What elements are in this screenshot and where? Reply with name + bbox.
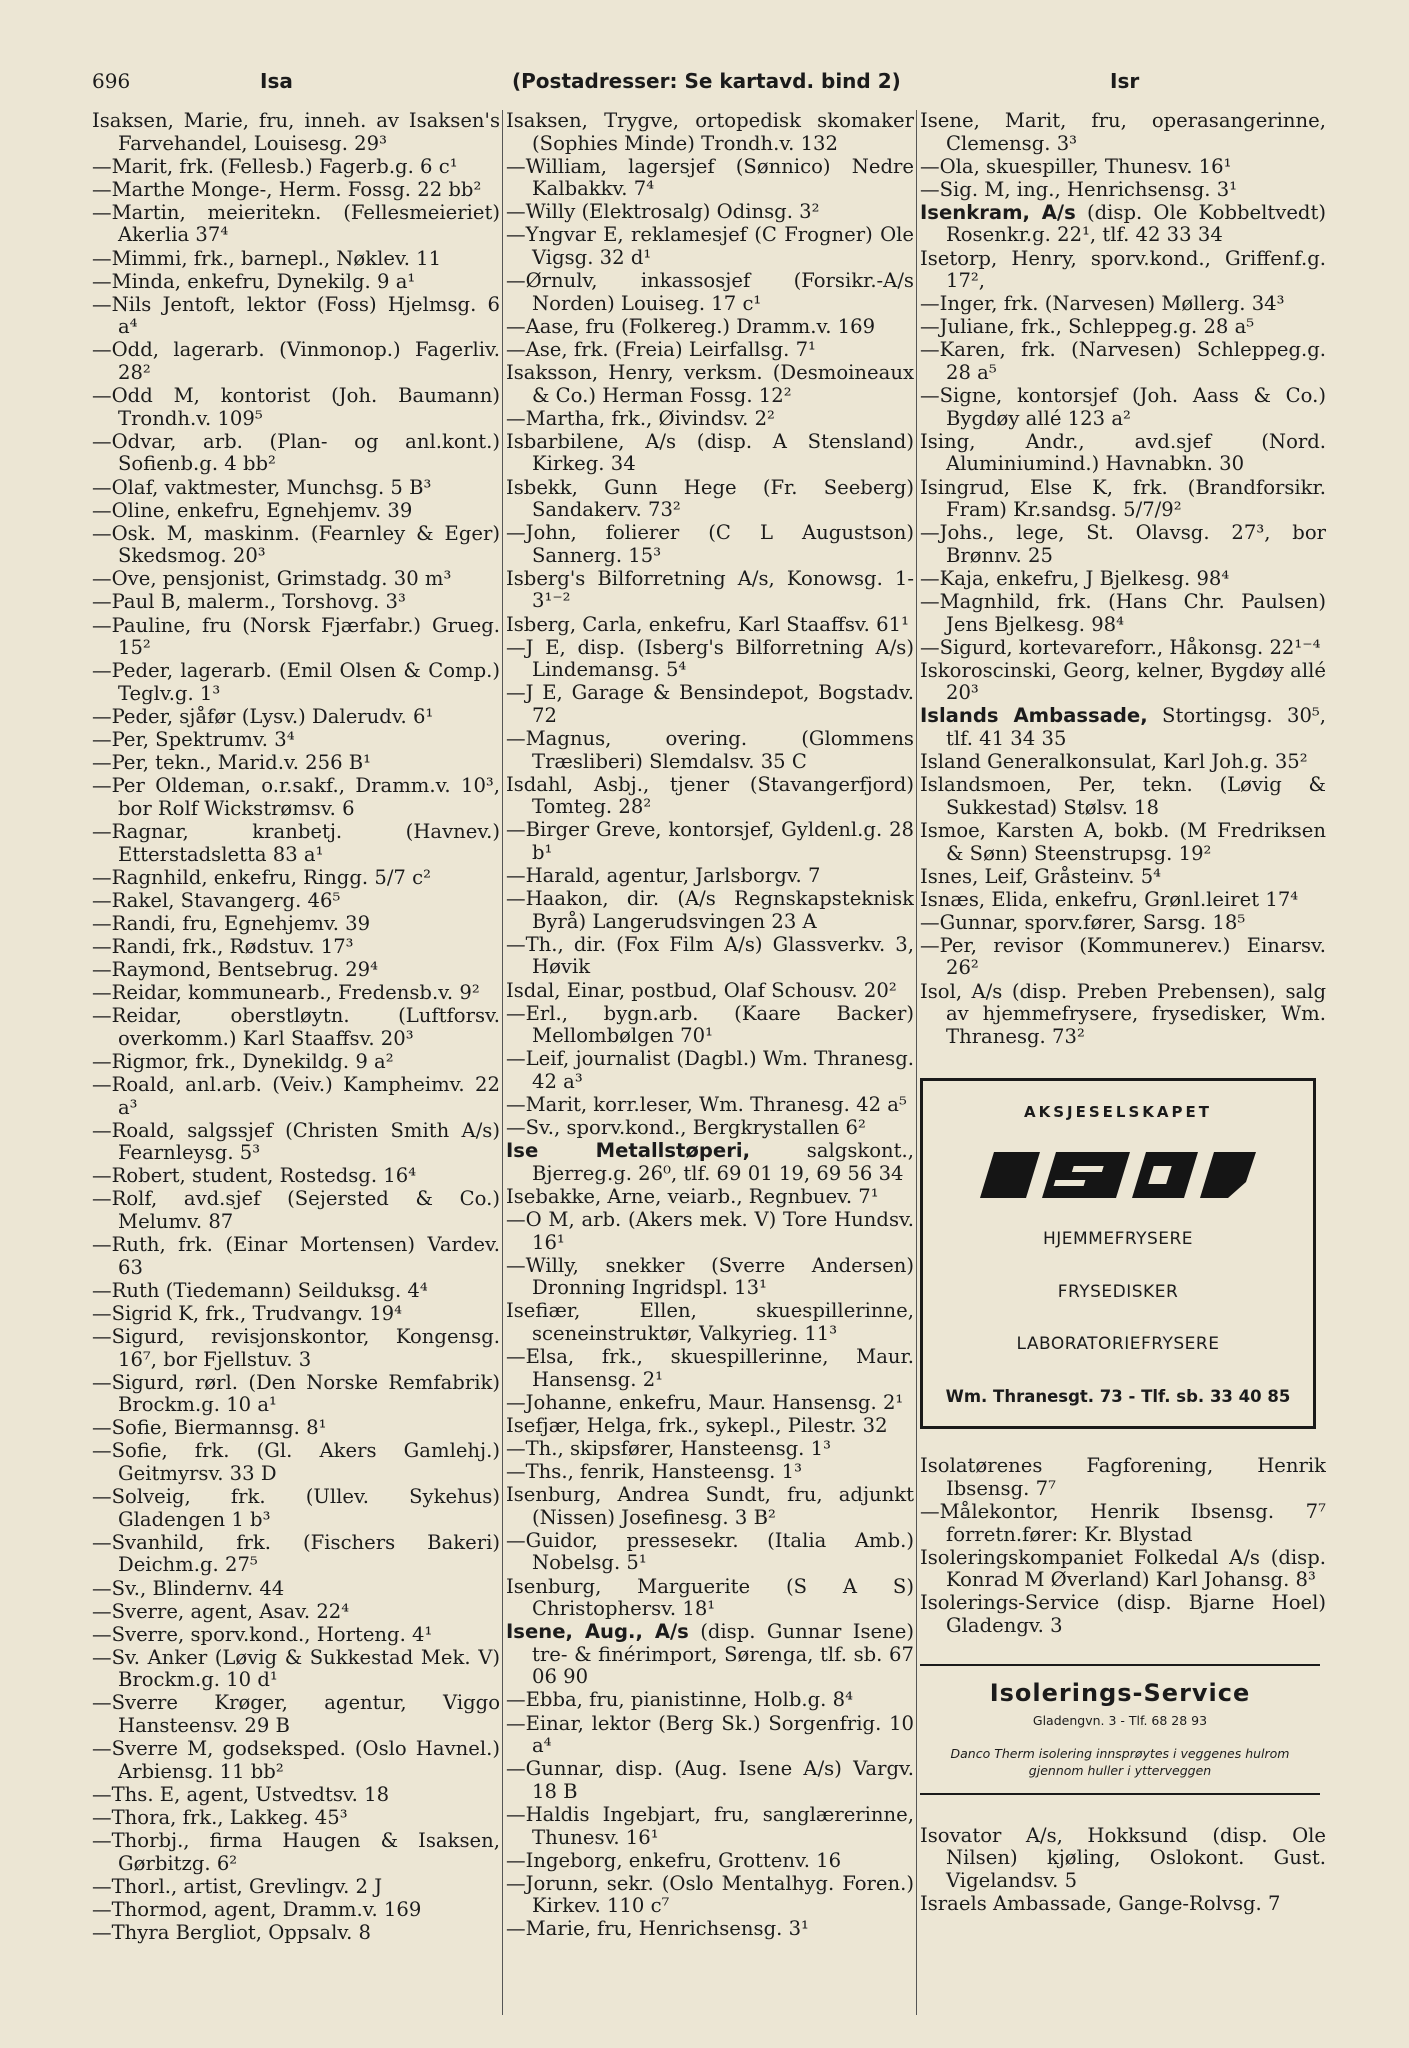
directory-entry: —Olaf, vaktmester, Munchsg. 5 B³ bbox=[92, 475, 432, 499]
directory-entry: —Thora, frk., Lakkeg. 45³ bbox=[92, 1805, 348, 1829]
directory-entry: —Randi, fru, Egnehjemv. 39 bbox=[92, 911, 371, 935]
directory-entry: Isolatørenes Fagforening, Henrik Ibsensg. 7⁷ bbox=[920, 1454, 1326, 1500]
directory-entry: —Thorbj., firma Haugen & Isaksen, Gørbitzg. 6² bbox=[92, 1829, 500, 1875]
directory-entry: —Sigrid K, frk., Trudvangv. 19⁴ bbox=[92, 1301, 402, 1325]
directory-entry: —Ragnhild, enkefru, Ringg. 5/7 c² bbox=[92, 865, 431, 889]
directory-entry: —Sverre, sporv.kond., Horteng. 4¹ bbox=[92, 1622, 433, 1646]
isol-advertisement bbox=[920, 1078, 1316, 1429]
directory-entry: —Peder, lagerarb. (Emil Olsen & Comp.) Teglv.g. 1³ bbox=[92, 659, 500, 705]
directory-entry: —Reidar, kommunearb., Fredensb.v. 9² bbox=[92, 981, 480, 1005]
directory-entry: —Solveig, frk. (Ullev. Sykehus) Gladengen 1 b³ bbox=[92, 1485, 500, 1531]
directory-entry: —Rakel, Stavangerg. 46⁵ bbox=[92, 888, 341, 912]
directory-entry: —Ola, skuespiller, Thunesv. 16¹ bbox=[920, 154, 1232, 178]
directory-entry: —Odd, lagerarb. (Vinmonop.) Fagerliv. 28² bbox=[92, 338, 500, 385]
directory-entry: —Willy (Elektrosalg) Odinsg. 3² bbox=[506, 200, 820, 224]
directory-entry: Isol, A/s (disp. Preben Prebensen), salg av hjemmefrysere, frysedisker, Wm. Thranesg. 73² bbox=[920, 979, 1326, 1048]
directory-entry: —Målekontor, Henrik Ibsensg. 7⁷ forretn.fører: Kr. Blystad bbox=[920, 1500, 1326, 1546]
directory-entry: —Willy, snekker (Sverre Andersen) Dronning Ingridspl. 13¹ bbox=[506, 1253, 914, 1300]
directory-entry: —Ase, frk. (Freia) Leirfallsg. 7¹ bbox=[506, 337, 816, 361]
directory-entry: —Sverre Krøger, agentur, Viggo Hansteensv. 29 B bbox=[92, 1691, 500, 1738]
directory-entry: —Mimmi, frk., barnepl., Nøklev. 11 bbox=[92, 246, 442, 270]
directory-entry: —J E, Garage & Bensindepot, Bogstadv. 72 bbox=[506, 681, 914, 727]
directory-entry: Isenburg, Marguerite (S A S) Christophersv. 18¹ bbox=[506, 1574, 914, 1621]
header-right-word: Isr bbox=[1110, 69, 1140, 93]
directory-entry: —Rolf, avd.sjef (Sejersted & Co.) Melumv. 87 bbox=[92, 1187, 500, 1233]
isol-logo bbox=[980, 1152, 1256, 1198]
directory-entry: —Ørnulv, inkassosjef (Forsikr.-A/s Norden) Louiseg. 17 c¹ bbox=[506, 269, 914, 315]
directory-entry: Isefiær, Ellen, skuespillerinne, sceneinstruktør, Valkyrieg. 11³ bbox=[506, 1299, 914, 1345]
directory-entry: —Peder, sjåfør (Lysv.) Dalerudv. 6¹ bbox=[92, 704, 434, 728]
directory-entry: Isoleringskompaniet Folkedal A/s (disp. Konrad M Øverland) Karl Johansg. 8³ bbox=[920, 1545, 1326, 1592]
directory-entry: —Ingeborg, enkefru, Grottenv. 16 bbox=[506, 1848, 842, 1872]
directory-entry: —Thormod, agent, Dramm.v. 169 bbox=[92, 1897, 422, 1921]
directory-entry: —Thorl., artist, Grevlingv. 2 J bbox=[92, 1874, 383, 1898]
directory-entry: —Raymond, Bentsebrug. 29⁴ bbox=[92, 957, 378, 981]
directory-entry: Isbekk, Gunn Hege (Fr. Seeberg) Sandakerv. 73² bbox=[506, 475, 914, 522]
directory-entry: —Sigurd, revisjonskontor, Kongensg. 16⁷, bor Fjellstuv. 3 bbox=[92, 1324, 500, 1371]
ad-line-1: HJEMMEFRYSERE bbox=[1042, 1228, 1194, 1249]
page-header bbox=[92, 66, 1322, 96]
directory-entry: —Johs., lege, St. Olavsg. 27³, bor Brønnv. 25 bbox=[920, 521, 1326, 567]
directory-entry: —Sverre M, godseksped. (Oslo Havnel.) Arbiensg. 11 bb² bbox=[92, 1737, 500, 1783]
directory-entry: —Sigurd, kortevareforr., Håkonsg. 22¹⁻⁴ bbox=[920, 635, 1321, 659]
directory-entry: Isebakke, Arne, veiarb., Regnbuev. 7¹ bbox=[506, 1184, 879, 1208]
directory-entry: Ise Metallstøperi, salgskont., Bjerreg.g. 26⁰, tlf. 69 01 19, 69 56 34 bbox=[506, 1139, 914, 1185]
directory-entry: Isovator A/s, Hokksund (disp. Ole Nilsen) kjøling, Oslokont. Gust. Vigelandsv. 5 bbox=[920, 1823, 1326, 1892]
directory-entry: Iskoroscinski, Georg, kelner, Bygdøy allé 20³ bbox=[920, 658, 1326, 705]
directory-entry: Islands Ambassade, Stortingsg. 30⁵, tlf. 41 34 35 bbox=[920, 704, 1326, 751]
directory-entry: Isenkram, A/s (disp. Ole Kobbeltvedt) Rosenkr.g. 22¹, tlf. 42 33 34 bbox=[920, 200, 1326, 247]
directory-entry: —Sig. M, ing., Henrichsensg. 3¹ bbox=[920, 177, 1238, 201]
directory-entry: —Randi, frk., Rødstuv. 17³ bbox=[92, 934, 354, 958]
column-divider bbox=[502, 110, 503, 2015]
directory-entry: —Odvar, arb. (Plan- og anl.kont.) Sofienb.g. 4 bb² bbox=[92, 429, 500, 476]
directory-entry: —Sofie, frk. (Gl. Akers Gamlehj.) Geitmyrsv. 33 D bbox=[92, 1439, 500, 1486]
directory-entry: —Per, tekn., Marid.v. 256 B¹ bbox=[92, 751, 372, 775]
header-center: (Postadresser: Se kartavd. bind 2) bbox=[512, 69, 901, 93]
directory-entry: —Gunnar, disp. (Aug. Isene A/s) Vargv. 18 B bbox=[506, 1757, 914, 1803]
directory-entry: —Juliane, frk., Schleppeg.g. 28 a⁵ bbox=[920, 315, 1255, 339]
column-1 bbox=[92, 110, 500, 2030]
directory-entry: Isnes, Leif, Gråsteinv. 5⁴ bbox=[920, 864, 1162, 888]
column-3 bbox=[920, 110, 1326, 2030]
directory-entry: Isene, Marit, fru, operasangerinne, Clemensg. 3³ bbox=[920, 110, 1326, 155]
directory-entry: —Robert, student, Rostedsg. 16⁴ bbox=[92, 1164, 417, 1188]
directory-entry: —Reidar, oberstløytn. (Luftforsv. overkomm.) Karl Staaffsv. 20³ bbox=[92, 1004, 500, 1050]
directory-entry: —Birger Greve, kontorsjef, Gyldenl.g. 28 b¹ bbox=[506, 818, 914, 864]
directory-entry: —Nils Jentoft, lektor (Foss) Hjelmsg. 6 a⁴ bbox=[92, 292, 500, 339]
directory-entry: —Signe, kontorsjef (Joh. Aass & Co.) Bygdøy allé 123 a² bbox=[920, 384, 1326, 430]
column-divider bbox=[916, 110, 917, 2015]
directory-entry: Island Generalkonsulat, Karl Joh.g. 35² bbox=[920, 750, 1308, 774]
ad-title: Isolerings-Service bbox=[989, 1678, 1251, 1707]
directory-entry: —Ruth, frk. (Einar Mortensen) Vardev. 63 bbox=[92, 1233, 500, 1279]
ad-line-2: FRYSEDISKER bbox=[1057, 1281, 1179, 1302]
directory-entry: Isingrud, Else K, frk. (Brandforsikr. Fram) Kr.sandsg. 5/7/9² bbox=[920, 475, 1326, 522]
directory-entry: —Sverre, agent, Asav. 22⁴ bbox=[92, 1599, 350, 1623]
directory-entry: —Marthe Monge-, Herm. Fossg. 22 bb² bbox=[92, 177, 482, 201]
column-3-entries-middle bbox=[920, 1455, 1326, 1637]
directory-entry: —Martha, frk., Øivindsv. 2² bbox=[506, 406, 775, 430]
directory-entry: —Inger, frk. (Narvesen) Møllerg. 34³ bbox=[920, 292, 1285, 316]
directory-entry: —Jorunn, sekr. (Oslo Mentalhyg. Foren.) Kirkev. 110 c⁷ bbox=[506, 1871, 914, 1918]
directory-entry: —Martin, meieritekn. (Fellesmeieriet) Akerlia 37⁴ bbox=[92, 200, 500, 247]
ad-kicker: AKSJESELSKAPET bbox=[1024, 1103, 1212, 1122]
directory-entry: —Harald, agentur, Jarlsborgv. 7 bbox=[506, 864, 821, 888]
directory-entry: —Marit, frk. (Fellesb.) Fagerb.g. 6 c¹ bbox=[92, 154, 458, 178]
isolerings-service-advertisement bbox=[920, 1664, 1320, 1795]
directory-entry: —Per, revisor (Kommunerev.) Einarsv. 26² bbox=[920, 933, 1326, 980]
directory-entry: —Thyra Bergliot, Oppsalv. 8 bbox=[92, 1920, 372, 1944]
directory-entry: —Sigurd, rørl. (Den Norske Remfabrik) Brockm.g. 10 a¹ bbox=[92, 1370, 500, 1417]
column-3-entries-bottom bbox=[920, 1825, 1326, 1916]
directory-entry: Isenburg, Andrea Sundt, fru, adjunkt (Nissen) Josefinesg. 3 B² bbox=[506, 1483, 914, 1529]
directory-entry: Isaksson, Henry, verksm. (Desmoineaux & Co.) Herman Fossg. 12² bbox=[506, 361, 914, 407]
directory-entry: —Ths. E, agent, Ustvedtsv. 18 bbox=[92, 1782, 390, 1806]
directory-entry: —Magnus, overing. (Glommens Træsliberi) Slemdalsv. 35 C bbox=[506, 727, 914, 773]
directory-entry: —Minda, enkefru, Dynekilg. 9 a¹ bbox=[92, 269, 416, 293]
directory-entry: Isene, Aug., A/s (disp. Gunnar Isene) tre- & finérimport, Sørenga, tlf. sb. 67 06 90 bbox=[506, 1620, 914, 1689]
directory-entry: —Ragnar, kranbetj. (Havnev.) Etterstadsletta 83 a¹ bbox=[92, 819, 500, 866]
directory-entry: Isdahl, Asbj., tjener (Stavangerfjord) Tomteg. 28² bbox=[506, 772, 914, 819]
directory-entry: —Ruth (Tiedemann) Seilduksg. 4⁴ bbox=[92, 1278, 428, 1302]
directory-entry: —Yngvar E, reklamesjef (C Frogner) Ole Vigsg. 32 d¹ bbox=[506, 223, 914, 270]
directory-entry: Isberg's Bilforretning A/s, Konowsg. 1-3¹⁻² bbox=[506, 566, 914, 613]
directory-entry: —Gunnar, sporv.fører, Sarsg. 18⁵ bbox=[920, 910, 1246, 934]
directory-entry: Isefjær, Helga, frk., sykepl., Pilestr. 32 bbox=[506, 1413, 888, 1437]
header-left-word: Isa bbox=[260, 69, 293, 93]
directory-entry: Isberg, Carla, enkefru, Karl Staaffsv. 61¹ bbox=[506, 612, 909, 636]
directory-entry: Isaksen, Marie, fru, inneh. av Isaksen's Farvehandel, Louisesg. 29³ bbox=[92, 110, 500, 155]
directory-entry: —Magnhild, frk. (Hans Chr. Paulsen) Jens Bjelkesg. 98⁴ bbox=[920, 589, 1326, 636]
directory-entry: —Einar, lektor (Berg Sk.) Sorgenfrig. 10 a⁴ bbox=[506, 1711, 914, 1758]
directory-entry: Isolerings-Service (disp. Bjarne Hoel) Gladengv. 3 bbox=[920, 1591, 1326, 1637]
page-number: 696 bbox=[92, 69, 131, 93]
directory-entry: —Aase, fru (Folkereg.) Dramm.v. 169 bbox=[506, 314, 876, 338]
directory-entry: —Elsa, frk., skuespillerinne, Maur. Hansensg. 2¹ bbox=[506, 1345, 914, 1391]
directory-entry: —Pauline, fru (Norsk Fjærfabr.) Grueg. 15² bbox=[92, 613, 500, 660]
directory-entry: —Th., dir. (Fox Film A/s) Glassverkv. 3, Høvik bbox=[506, 932, 914, 979]
directory-entry: —Marit, korr.leser, Wm. Thranesg. 42 a⁵ bbox=[506, 1093, 907, 1117]
directory-entry: —Johanne, enkefru, Maur. Hansensg. 2¹ bbox=[506, 1390, 904, 1414]
directory-entry: —Ths., fenrik, Hansteensg. 1³ bbox=[506, 1460, 802, 1484]
directory-entry: —Erl., bygn.arb. (Kaare Backer) Mellombølgen 70¹ bbox=[506, 1001, 914, 1048]
directory-entry: —Haldis Ingebjart, fru, sanglærerinne, Thunesv. 16¹ bbox=[506, 1802, 914, 1849]
directory-entry: —Per Oldeman, o.r.sakf., Dramm.v. 10³, bor Rolf Wickstrømsv. 6 bbox=[92, 774, 500, 820]
ad-line-3: LABORATORIEFRYSERE bbox=[1016, 1334, 1220, 1355]
directory-entry: —Karen, frk. (Narvesen) Schleppeg.g. 28 a⁵ bbox=[920, 338, 1326, 385]
directory-entry: Isbarbilene, A/s (disp. A Stensland) Kirkeg. 34 bbox=[506, 429, 914, 476]
directory-entry: —Rigmor, frk., Dynekildg. 9 a² bbox=[92, 1049, 394, 1073]
directory-entry: —Roald, salgssjef (Christen Smith A/s) Fearnleysg. 5³ bbox=[92, 1118, 500, 1165]
ad-description: Danco Therm isolering innsprøytes i veggenes hulrom gjennom huller i ytterveggen bbox=[950, 1745, 1290, 1778]
directory-entry: —Haakon, dir. (A/s Regnskapsteknisk Byrå) Langerudsvingen 23 A bbox=[506, 887, 914, 933]
directory-entry: —Paul B, malerm., Torshovg. 3³ bbox=[92, 590, 406, 614]
directory-entry: Isaksen, Trygve, ortopedisk skomaker (Sophies Minde) Trondh.v. 132 bbox=[506, 110, 914, 155]
directory-entry: —Sofie, Biermannsg. 8¹ bbox=[92, 1416, 327, 1440]
directory-entry: —Marie, fru, Henrichsensg. 3¹ bbox=[506, 1917, 809, 1941]
directory-entry: Ising, Andr., avd.sjef (Nord. Aluminiumind.) Havnabkn. 30 bbox=[920, 429, 1326, 476]
directory-entry: Islandsmoen, Per, tekn. (Løvig & Sukkestad) Stølsv. 18 bbox=[920, 773, 1326, 819]
directory-entry: —Svanhild, frk. (Fischers Bakeri) Deichm.g. 27⁵ bbox=[92, 1530, 500, 1577]
directory-entry: —Leif, journalist (Dagbl.) Wm. Thranesg. 42 a³ bbox=[506, 1047, 914, 1093]
directory-entry: Ismoe, Karsten A, bokb. (M Fredriksen & Sønn) Steenstrupsg. 19² bbox=[920, 818, 1326, 865]
directory-entry: —Sv. Anker (Løvig & Sukkestad Mek. V) Brockm.g. 10 d¹ bbox=[92, 1645, 500, 1692]
directory-entry: —Ebba, fru, pianistinne, Holb.g. 8⁴ bbox=[506, 1688, 853, 1712]
directory-entry: Isnæs, Elida, enkefru, Grønl.leiret 17⁴ bbox=[920, 887, 1299, 911]
directory-entry: —Oline, enkefru, Egnehjemv. 39 bbox=[92, 498, 413, 522]
directory-entry: Isdal, Einar, postbud, Olaf Schousv. 20² bbox=[506, 978, 897, 1002]
directory-entry: —John, folierer (C L Augustson) Sannerg. 15³ bbox=[506, 521, 914, 567]
directory-entry: —Per, Spektrumv. 3⁴ bbox=[92, 728, 295, 752]
directory-entry: Israels Ambassade, Gange-Rolvsg. 7 bbox=[920, 1892, 1281, 1916]
column-3-entries-top bbox=[920, 110, 1326, 1048]
directory-entry: —Ove, pensjonist, Grimstadg. 30 m³ bbox=[92, 567, 452, 591]
directory-entry: —Guidor, pressesekr. (Italia Amb.) Nobelsg. 5¹ bbox=[506, 1528, 914, 1575]
directory-entry: —Sv., Blindernv. 44 bbox=[92, 1576, 285, 1600]
directory-entry: —J E, disp. (Isberg's Bilforretning A/s) Lindemansg. 5⁴ bbox=[506, 635, 914, 682]
ad-address: Gladengvn. 3 - Tlf. 68 28 93 bbox=[1032, 1713, 1208, 1729]
directory-entry: —Osk. M, maskinm. (Fearnley & Eger) Skedsmog. 20³ bbox=[92, 521, 500, 568]
directory-entry: —Kaja, enkefru, J Bjelkesg. 98⁴ bbox=[920, 566, 1230, 590]
directory-entry: —William, lagersjef (Sønnico) Nedre Kalbakkv. 7⁴ bbox=[506, 154, 914, 201]
directory-entry: Isetorp, Henry, sporv.kond., Griffenf.g. 17², bbox=[920, 246, 1326, 293]
column-2 bbox=[506, 110, 914, 2030]
directory-entry: —Sv., sporv.kond., Bergkrystallen 6² bbox=[506, 1116, 866, 1140]
directory-entry: —O M, arb. (Akers mek. V) Tore Hundsv. 16¹ bbox=[506, 1208, 914, 1254]
directory-entry: —Roald, anl.arb. (Veiv.) Kampheimv. 22 a³ bbox=[92, 1072, 500, 1119]
directory-entry: —Odd M, kontorist (Joh. Baumann) Trondh.v. 109⁵ bbox=[92, 384, 500, 430]
ad-address: Wm. Thranesgt. 73 - Tlf. sb. 33 40 85 bbox=[945, 1386, 1291, 1406]
directory-entry: —Th., skipsfører, Hansteensg. 1³ bbox=[506, 1436, 831, 1460]
